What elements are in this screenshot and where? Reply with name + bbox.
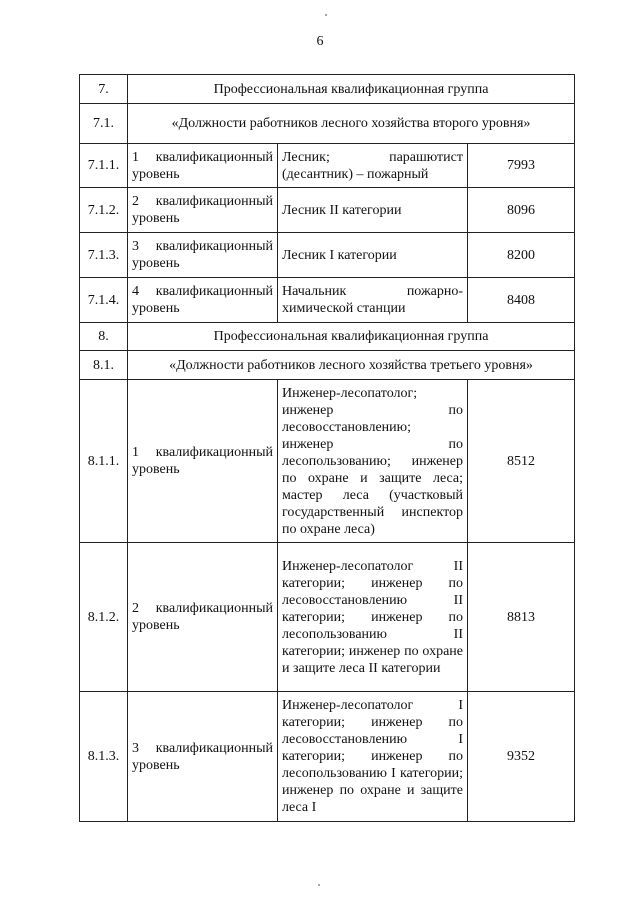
table-row (80, 543, 575, 692)
scan-speck (318, 884, 320, 886)
qualification-level: 1 квалификационный уровень (128, 380, 278, 543)
table-row (80, 233, 575, 278)
row-number: 7.1.3. (80, 233, 128, 278)
positions-list: Лесник; парашютист (десантник) – пожарный (278, 144, 468, 188)
positions-list: Инженер-лесопатолог; инженер по лесовосстановлению; инженер по лесопользованию; инженер по охране и защите леса; мастер леса (участковый государственный инспектор по охране леса) (278, 380, 468, 543)
positions-list: Инженер-лесопатолог I категории; инженер по лесовосстановлению I категории; инженер по лесопользованию I категории; инженер по охране и защите леса I (278, 692, 468, 822)
salary-value: 8813 (468, 543, 575, 692)
table-row (80, 323, 575, 351)
row-number: 7.1.2. (80, 188, 128, 233)
row-number: 7.1.4. (80, 278, 128, 323)
row-number: 7.1.1. (80, 144, 128, 188)
positions-list: Инженер-лесопатолог II категории; инженер по лесовосстановлению II категории; инженер по лесопользованию II категории; инженер по охране и защите леса II категории (278, 543, 468, 692)
table-row (80, 692, 575, 822)
row-number: 8.1. (80, 351, 128, 380)
qualification-level: 4 квалификационный уровень (128, 278, 278, 323)
row-number: 8.1.2. (80, 543, 128, 692)
qualification-level: 3 квалификационный уровень (128, 233, 278, 278)
table-row (80, 104, 575, 144)
row-number: 8.1.1. (80, 380, 128, 543)
row-number: 7.1. (80, 104, 128, 144)
row-number: 8.1.3. (80, 692, 128, 822)
qualification-level: 1 квалификационный уровень (128, 144, 278, 188)
qualification-level: 2 квалификационный уровень (128, 188, 278, 233)
salary-value: 8200 (468, 233, 575, 278)
positions-list: Начальник пожарно-химической станции (278, 278, 468, 323)
row-number: 7. (80, 75, 128, 104)
positions-list: Лесник I категории (278, 233, 468, 278)
salary-value: 8512 (468, 380, 575, 543)
group-title: Профессиональная квалификационная группа (128, 323, 575, 351)
table-row (80, 144, 575, 188)
scan-speck (325, 14, 327, 16)
salary-value: 7993 (468, 144, 575, 188)
row-number: 8. (80, 323, 128, 351)
table-row (80, 351, 575, 380)
group-title: «Должности работников лесного хозяйства второго уровня» (128, 104, 575, 144)
salary-value: 9352 (468, 692, 575, 822)
group-title: Профессиональная квалификационная группа (128, 75, 575, 104)
qualification-table (79, 74, 575, 822)
salary-value: 8096 (468, 188, 575, 233)
table-row (80, 380, 575, 543)
qualification-level: 2 квалификационный уровень (128, 543, 278, 692)
table-row (80, 278, 575, 323)
group-title: «Должности работников лесного хозяйства третьего уровня» (128, 351, 575, 380)
positions-list: Лесник II категории (278, 188, 468, 233)
qualification-level: 3 квалификационный уровень (128, 692, 278, 822)
salary-value: 8408 (468, 278, 575, 323)
table-row (80, 75, 575, 104)
page-number: 6 (316, 34, 324, 49)
table-row (80, 188, 575, 233)
